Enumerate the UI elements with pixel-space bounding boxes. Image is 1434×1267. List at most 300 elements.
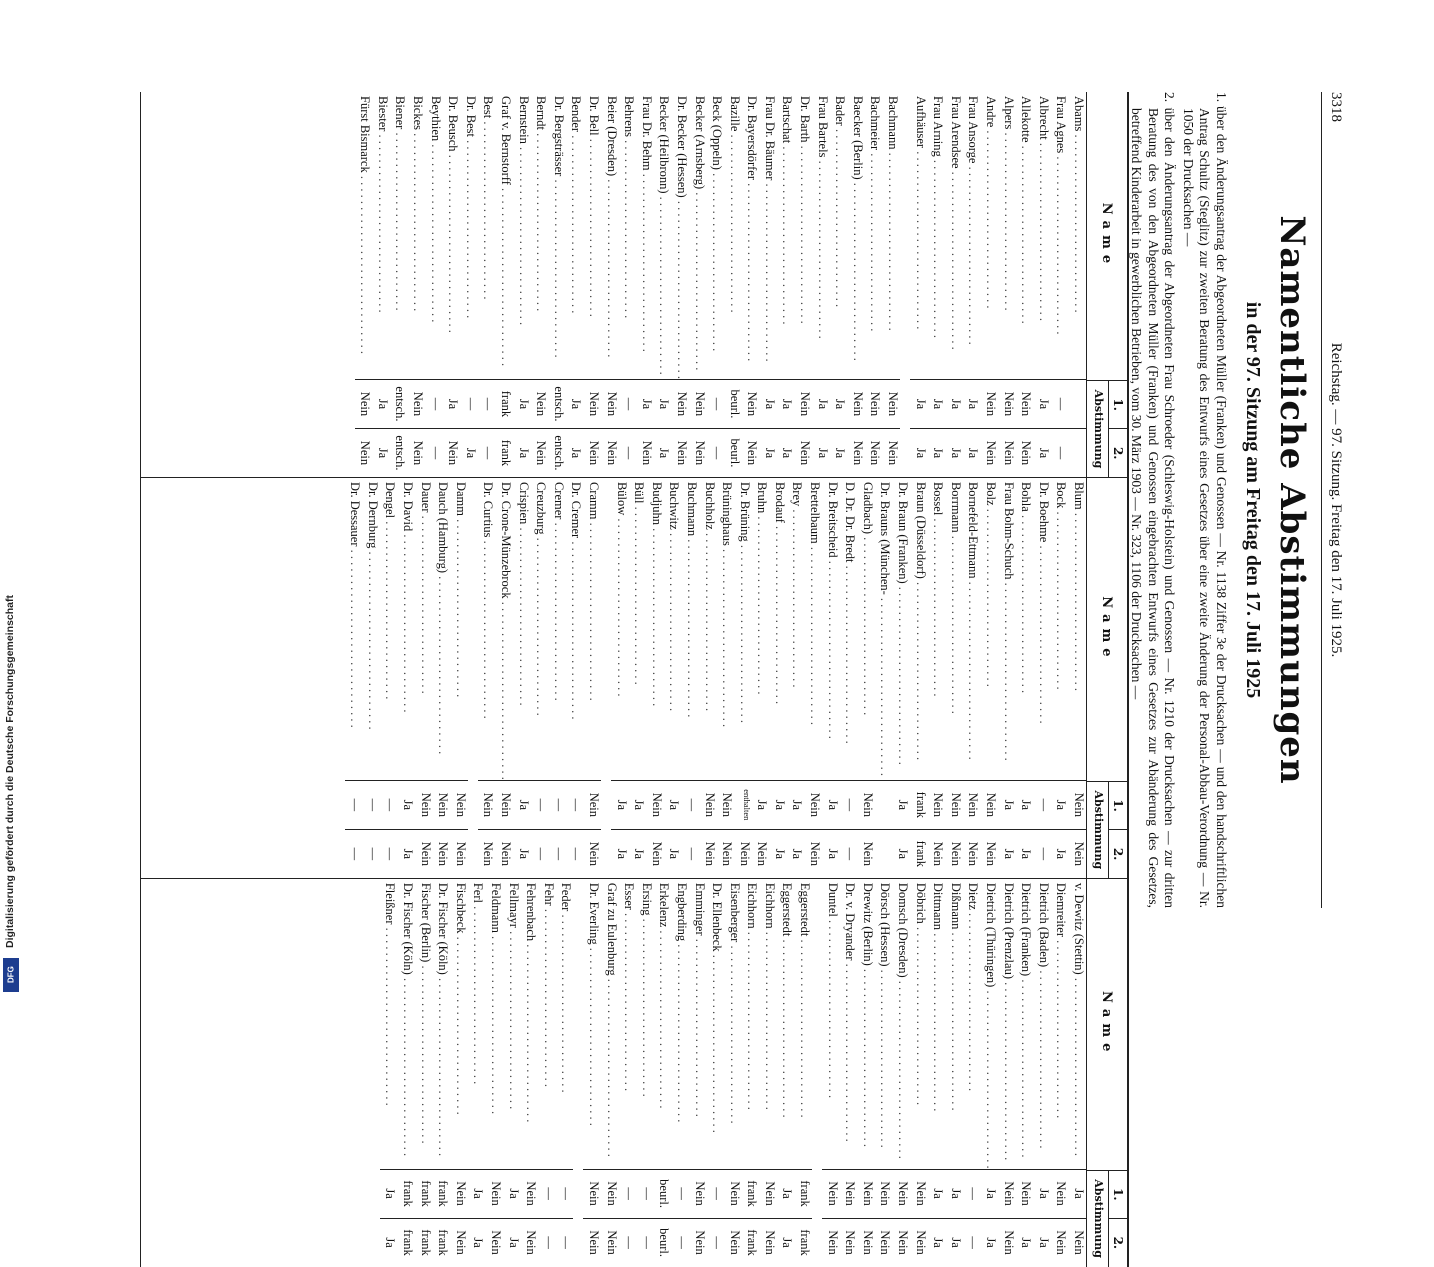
- section-gap: [468, 478, 478, 878]
- table-row: [521, 879, 539, 1267]
- vote-2: Ja: [513, 428, 531, 477]
- vote-1: Nein: [586, 391, 601, 417]
- member-name: Büll . . .: [629, 478, 647, 781]
- vote-2: [875, 829, 893, 878]
- table-row: [812, 92, 830, 477]
- member-name: Dißmann . . .: [945, 879, 963, 1170]
- vote-1: Ja: [516, 799, 531, 811]
- table-row: [611, 478, 629, 878]
- vote-1: Nein: [702, 792, 717, 817]
- vote-1: [1068, 380, 1086, 428]
- table-row: [998, 92, 1016, 477]
- vote-1: Nein: [808, 792, 823, 817]
- member-name: Bock . . .: [1051, 478, 1069, 781]
- vote-2: Ja: [513, 829, 531, 878]
- member-name: Fleißner . . .: [380, 879, 398, 1170]
- member-name: Beythien . . .: [425, 92, 443, 380]
- vote-2: Nein: [636, 428, 654, 477]
- vote-1: Nein: [481, 792, 496, 817]
- table-row: [689, 879, 707, 1267]
- member-name: Dietz . . .: [963, 879, 981, 1170]
- vote-label: Abstimmung: [1092, 790, 1105, 870]
- section-gap: [601, 478, 611, 878]
- member-name: Damm . . .: [450, 478, 468, 781]
- table-header: [1086, 92, 1127, 477]
- member-name: Feldmann . . .: [485, 879, 503, 1170]
- vote-1: Nein: [966, 792, 981, 817]
- table-row: [460, 92, 478, 477]
- intro-paragraphs: [1126, 92, 1229, 908]
- table-row: [531, 92, 549, 477]
- table-row: [548, 478, 566, 878]
- vote-2: —: [345, 829, 363, 878]
- member-name: Dr. Beusch . . .: [443, 92, 461, 380]
- table-row: [689, 92, 707, 477]
- vote-column-3: [140, 878, 1129, 1267]
- member-name: Borrmann . . .: [945, 478, 963, 781]
- vote-2: Ja: [892, 829, 910, 878]
- vote-2: frank: [495, 428, 513, 477]
- table-row: [875, 879, 893, 1267]
- vote-2: beurl.: [654, 1218, 672, 1267]
- vote-1: Nein: [1001, 391, 1016, 417]
- vote-1: —: [674, 1187, 689, 1200]
- section-gap: [812, 879, 822, 1267]
- vote-2: —: [619, 1218, 637, 1267]
- vote-2: Nein: [1068, 829, 1086, 878]
- vote-2: Ja: [980, 1218, 998, 1267]
- intro-item-2: 2. über den Änderungsantrag der Abgeordneten Frau Schroeder (Schleswig-Holstein) und Genossen — Nr. 1210 der Drucksachen — zur dritten Beratung des von den Abgeordneten Müller (Franken) und Genossen eingebrachten Entwurfs eines Gesetzes zur Abänderung des Gesetzes, betreffend Kinderarbeit in gewerblichen Betrieben, vom 30. März 1903 — Nr. 323, 1106 der Drucksachen —: [1129, 92, 1178, 908]
- member-name: Crispien . . .: [513, 478, 531, 781]
- vote-2: Nein: [1016, 428, 1034, 477]
- member-name: Biester . . .: [372, 92, 390, 380]
- vote-1-header: 1.: [1111, 799, 1125, 812]
- table-row: [654, 879, 672, 1267]
- member-name: Beck (Oppeln) . . .: [707, 92, 725, 380]
- vote-2: Nein: [1051, 1218, 1069, 1267]
- table-row: [759, 92, 777, 477]
- vote-2: Nein: [583, 428, 601, 477]
- vote-1: entsch.: [393, 386, 408, 422]
- member-name: Berndt . . .: [531, 92, 549, 380]
- member-name: Bartschat . . .: [777, 92, 795, 380]
- member-name: Duntel . . .: [822, 879, 840, 1170]
- member-name: Dr. Everling . . .: [583, 879, 601, 1170]
- table-header: [1086, 478, 1127, 878]
- vote-2: Nein: [601, 1218, 619, 1267]
- vote-1: Nein: [850, 391, 865, 417]
- vote-1: —: [1054, 397, 1069, 411]
- table-row: [857, 879, 875, 1267]
- vote-2-header: 2.: [1109, 428, 1127, 477]
- table-row: [847, 92, 865, 477]
- table-row: [840, 478, 858, 878]
- member-name: Buchholz . . .: [699, 478, 717, 781]
- vote-1: Nein: [1019, 391, 1034, 417]
- vote-1: Nein: [604, 391, 619, 417]
- vote-1: —: [559, 1187, 574, 1200]
- member-name: Dr. Bergsträsser . . .: [548, 92, 566, 380]
- vote-1: Nein: [984, 391, 999, 417]
- table-row: [681, 478, 699, 878]
- vote-2: entsch.: [548, 428, 566, 477]
- table-row: [601, 879, 619, 1267]
- member-name: Brüninghaus . . .: [717, 478, 735, 781]
- vote-1: Ja: [1054, 799, 1069, 811]
- vote-1: Ja: [471, 1188, 486, 1199]
- vote-1: Ja: [931, 1188, 946, 1199]
- member-name: Dr. Dessauer . . .: [345, 478, 363, 781]
- table-row: [963, 478, 981, 878]
- table-row: [752, 478, 770, 878]
- member-name: Emminger . . .: [689, 879, 707, 1170]
- member-name: Frau Bartels . . .: [812, 92, 830, 380]
- member-name: Bernstein . . .: [513, 92, 531, 380]
- vote-2: Ja: [963, 428, 981, 477]
- table-row: [583, 879, 601, 1267]
- vote-2: frank: [742, 1218, 760, 1267]
- table-row: [433, 478, 451, 878]
- member-name: Dietrich (Thüringen) . . .: [980, 879, 998, 1170]
- vote-2: Nein: [998, 428, 1016, 477]
- vote-1: Ja: [948, 398, 963, 410]
- vote-2: Ja: [769, 829, 787, 878]
- stamp-text: Digitalisierung gefördert durch die Deutsche Forschungsgemeinschaft: [4, 595, 16, 948]
- vote-1: Ja: [931, 398, 946, 410]
- vote-2: Ja: [1016, 829, 1034, 878]
- vote-1: Nein: [860, 1181, 875, 1206]
- table-row: [425, 92, 443, 477]
- vote-1: —: [622, 397, 637, 411]
- member-name: Aufhäuser . . .: [910, 92, 928, 380]
- table-row: [468, 879, 486, 1267]
- member-name: Dr. Cremer . . .: [566, 478, 584, 781]
- vote-2: —: [548, 829, 566, 878]
- table-header: [1086, 879, 1127, 1267]
- vote-1: Ja: [833, 398, 848, 410]
- name-header: Name: [1087, 879, 1127, 1171]
- vote-1: —: [684, 798, 699, 812]
- vote-1: Ja: [1072, 1188, 1086, 1199]
- member-name: Cremer . . .: [548, 478, 566, 781]
- vote-2: Nein: [742, 428, 760, 477]
- vote-1: Ja: [516, 398, 531, 410]
- member-name: Dietrich (Prenzlau) . . .: [998, 879, 1016, 1170]
- vote-1: Ja: [667, 799, 682, 811]
- table-row: [928, 879, 946, 1267]
- table-row: [503, 879, 521, 1267]
- vote-1: Nein: [674, 391, 689, 417]
- vote-1: Ja: [639, 398, 654, 410]
- vote-1: Ja: [1001, 799, 1016, 811]
- vote-1: Nein: [604, 1181, 619, 1206]
- vote-2: Nein: [759, 1218, 777, 1267]
- vote-1: frank: [913, 791, 928, 819]
- vote-1: —: [843, 798, 858, 812]
- vote-2: Nein: [882, 428, 900, 477]
- vote-2: Nein: [699, 829, 717, 878]
- vote-2: Nein: [450, 829, 468, 878]
- table-row: [629, 478, 647, 878]
- vote-2: Nein: [980, 428, 998, 477]
- member-name: Gladbach) . . .: [857, 478, 875, 781]
- table-row: [892, 879, 910, 1267]
- table-row: [734, 478, 752, 878]
- table-row: [892, 478, 910, 878]
- table-row: [664, 478, 682, 878]
- table-row: [769, 478, 787, 878]
- member-name: Dr. Fischer (Köln) . . .: [433, 879, 451, 1170]
- table-row: [397, 879, 415, 1267]
- table-row: [566, 92, 584, 477]
- member-name: Eichhorn . . .: [759, 879, 777, 1170]
- member-name: Brey . . .: [787, 478, 805, 781]
- vote-2: Ja: [1051, 829, 1069, 878]
- member-name: Budjuhn . . .: [646, 478, 664, 781]
- vote-2: —: [707, 428, 725, 477]
- vote-2: Ja: [945, 1218, 963, 1267]
- vote-2: Ja: [777, 1218, 795, 1267]
- vote-1: Ja: [506, 1188, 521, 1199]
- vote-2: Nein: [415, 829, 433, 878]
- member-name: Buchwitz . . .: [664, 478, 682, 781]
- vote-2: Nein: [485, 1218, 503, 1267]
- vote-2: Ja: [787, 829, 805, 878]
- vote-header: [1087, 381, 1127, 477]
- vote-1: —: [569, 798, 584, 812]
- member-name: Becker (Arnsberg) . . .: [689, 92, 707, 380]
- dfg-logo: DFG: [3, 958, 19, 992]
- vote-2: —: [538, 1218, 556, 1267]
- table-row: [513, 478, 531, 878]
- vote-2: Nein: [433, 829, 451, 878]
- table-row: [910, 879, 928, 1267]
- table-row: [415, 478, 433, 878]
- vote-2: Ja: [380, 1218, 398, 1267]
- member-name: Engberding . . .: [671, 879, 689, 1170]
- table-row: [1051, 879, 1069, 1267]
- vote-1: Ja: [984, 1188, 999, 1199]
- member-name: Bolz . . .: [980, 478, 998, 781]
- vote-2: Ja: [945, 428, 963, 477]
- vote-1: Ja: [780, 1188, 795, 1199]
- vote-2: Nein: [1068, 1218, 1086, 1267]
- table-row: [619, 92, 637, 477]
- vote-2: —: [619, 428, 637, 477]
- table-body: [141, 92, 1086, 477]
- vote-2: Nein: [910, 1218, 928, 1267]
- member-name: Dauch (Hamburg) . . .: [433, 478, 451, 781]
- table-row: [742, 879, 760, 1267]
- vote-2: —: [671, 1218, 689, 1267]
- vote-2: Nein: [601, 428, 619, 477]
- vote-1: Ja: [780, 398, 795, 410]
- member-name: Allekotte . . .: [1016, 92, 1034, 380]
- vote-1: Nein: [586, 792, 601, 817]
- vote-2: Ja: [777, 428, 795, 477]
- vote-1: —: [1036, 798, 1051, 812]
- vote-2: Ja: [468, 1218, 486, 1267]
- vote-1: frank: [418, 1180, 433, 1207]
- vote-1-header: 1.: [1111, 398, 1125, 411]
- table-row: [478, 92, 496, 477]
- member-name: Brettelbaum . . .: [805, 478, 823, 781]
- vote-1: Nein: [896, 1181, 911, 1206]
- table-row: [795, 879, 813, 1267]
- member-name: Dr. Best . . .: [460, 92, 478, 380]
- member-name: Frau Arning . . .: [928, 92, 946, 380]
- member-name: Albrecht . . .: [1033, 92, 1051, 380]
- vote-1: Nein: [843, 1181, 858, 1206]
- vote-2: Nein: [407, 428, 425, 477]
- vote-1: enthalten: [741, 789, 752, 821]
- vote-2: Nein: [450, 1218, 468, 1267]
- vote-1: —: [365, 798, 380, 812]
- vote-1: Nein: [913, 1181, 928, 1206]
- member-name: Creuzburg . . .: [531, 478, 549, 781]
- vote-2: frank: [910, 829, 928, 878]
- vote-column-2: [140, 477, 1129, 878]
- vote-2: —: [963, 1218, 981, 1267]
- vote-1: [875, 781, 893, 829]
- vote-2: Nein: [998, 1218, 1016, 1267]
- intro-item-1: 1. über den Änderungsantrag der Abgeordneten Müller (Franken) und Genossen — Nr. 1138 Ziffer 3e der Drucksachen — und den handschriftlichen Antrag Schultz (Steglitz) zur zweiten Beratung des Entwurfs eines Gesetzes über eine zweite Änderung der Personal-Abbau-Verordnung — Nr. 1050 der Drucksachen —: [1181, 92, 1229, 908]
- member-name: Dr. Breitscheid . . .: [822, 478, 840, 781]
- member-name: Graf v. Bernstorff . . .: [495, 92, 513, 380]
- vote-1: —: [551, 798, 566, 812]
- vote-1: Nein: [453, 1181, 468, 1206]
- vote-label: Abstimmung: [1092, 389, 1105, 469]
- vote-2: Nein: [583, 829, 601, 878]
- vote-2: —: [531, 829, 549, 878]
- member-name: Dr. David . . .: [397, 478, 415, 781]
- vote-1: Ja: [1036, 398, 1051, 410]
- vote-1: Ja: [772, 799, 787, 811]
- vote-1: Ja: [825, 799, 840, 811]
- vote-1: Ja: [569, 398, 584, 410]
- page-title: Namentliche Abstimmungen: [1272, 215, 1312, 785]
- vote-2: Ja: [812, 428, 830, 477]
- member-name: Fehr . . .: [538, 879, 556, 1170]
- member-name: Frau Ansorge . . .: [963, 92, 981, 380]
- table-row: [759, 879, 777, 1267]
- table-row: [1033, 478, 1051, 878]
- vote-1: —: [348, 798, 363, 812]
- name-header: Name: [1087, 92, 1127, 381]
- vote-2: —: [425, 428, 443, 477]
- table-row: [619, 879, 637, 1267]
- vote-1: frank: [499, 390, 513, 418]
- member-name: Eggerstedt . . .: [795, 879, 813, 1170]
- vote-1: Ja: [948, 1188, 963, 1199]
- section-gap: [900, 92, 910, 477]
- running-header: [1321, 92, 1346, 908]
- vote-1: —: [428, 397, 443, 411]
- vote-2-header: 2.: [1109, 829, 1127, 878]
- vote-2: beurl.: [724, 428, 742, 477]
- member-name: Dr. Brüning . . .: [734, 478, 752, 781]
- vote-1: Nein: [649, 792, 664, 817]
- member-name: Eisenberger . . .: [724, 879, 742, 1170]
- vote-1: Ja: [401, 799, 416, 811]
- table-row: [1033, 92, 1051, 477]
- member-name: Dr. Bell . . .: [583, 92, 601, 380]
- vote-2: Ja: [1033, 428, 1051, 477]
- vote-1: Ja: [913, 398, 928, 410]
- vote-1: Nein: [1001, 1181, 1016, 1206]
- vote-1: Nein: [499, 792, 513, 817]
- vote-2: Ja: [910, 428, 928, 477]
- table-row: [699, 478, 717, 878]
- member-name: Dr. Boehme . . .: [1033, 478, 1051, 781]
- vote-1: entsch.: [551, 386, 566, 422]
- table-row: [601, 92, 619, 477]
- vote-1: Ja: [966, 398, 981, 410]
- table-row: [1033, 879, 1051, 1267]
- vote-2: Nein: [495, 829, 513, 878]
- vote-1: Nein: [931, 792, 946, 817]
- member-name: Ersing . . .: [636, 879, 654, 1170]
- vote-2: —: [362, 829, 380, 878]
- member-name: Dr. v. Dryander . . .: [840, 879, 858, 1170]
- vote-2: Nein: [847, 428, 865, 477]
- vote-1: Nein: [453, 792, 468, 817]
- table-row: [1068, 478, 1086, 878]
- table-row: [795, 92, 813, 477]
- member-name: Dr. Dernburg . . .: [362, 478, 380, 781]
- vote-1: —: [710, 397, 725, 411]
- vote-2: Nein: [840, 1218, 858, 1267]
- vote-1-header: 1.: [1111, 1188, 1125, 1201]
- vote-1: Ja: [755, 799, 770, 811]
- member-name: Diemreiter . . .: [1051, 879, 1069, 1170]
- table-row: [857, 478, 875, 878]
- vote-2: frank: [433, 1218, 451, 1267]
- vote-1: Nein: [886, 391, 901, 417]
- name-header: Name: [1087, 478, 1127, 782]
- vote-1: Ja: [762, 398, 777, 410]
- member-name: v. Dewitz (Stettin) . . .: [1068, 879, 1086, 1170]
- table-row: [654, 92, 672, 477]
- member-name: Dr. Barth . . .: [795, 92, 813, 380]
- vote-1: Ja: [790, 799, 805, 811]
- table-row: [945, 92, 963, 477]
- table-row: [1016, 879, 1034, 1267]
- vote-2: Nein: [734, 829, 752, 878]
- table-row: [945, 478, 963, 878]
- member-name: Erkelenz . . .: [654, 879, 672, 1170]
- vote-2: Nein: [865, 428, 883, 477]
- vote-1: Nein: [411, 391, 426, 417]
- vote-1: Ja: [614, 799, 629, 811]
- member-name: Andre . . .: [980, 92, 998, 380]
- table-row: [355, 92, 373, 477]
- member-name: Biener . . .: [390, 92, 408, 380]
- vote-2: Ja: [397, 829, 415, 878]
- vote-1: Nein: [1054, 1181, 1069, 1206]
- vote-2: Nein: [875, 1218, 893, 1267]
- vote-1: Nein: [878, 1181, 893, 1206]
- member-name: Frau Arendsee . . .: [945, 92, 963, 380]
- table-row: [450, 879, 468, 1267]
- member-name: Domsch (Dresden) . . .: [892, 879, 910, 1170]
- vote-1: Nein: [418, 792, 433, 817]
- table-row: [928, 92, 946, 477]
- member-name: Brodauf . . .: [769, 478, 787, 781]
- vote-1: frank: [798, 1180, 813, 1207]
- member-name: Dr. Brauns (München- . . .: [875, 478, 893, 781]
- table-row: [865, 92, 883, 477]
